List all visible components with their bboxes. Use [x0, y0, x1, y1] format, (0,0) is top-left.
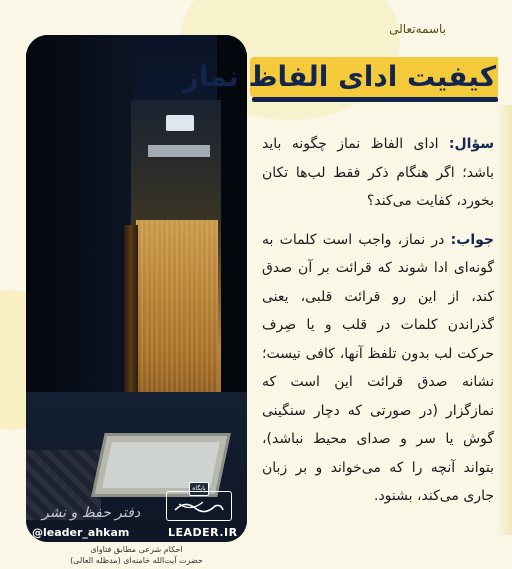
answer-label: جواب: [450, 231, 494, 248]
prayer-rug [91, 433, 231, 497]
question-paragraph [262, 130, 494, 216]
photo-light-ledge [148, 145, 210, 157]
question-text: ادای الفاظ نماز چگونه باید باشد؛ اگر هنگام ذکر فقط لب‌ها تکان بخورد، کفایت می‌کند؟ [262, 136, 494, 209]
caption-line-1: احکام شرعی مطابق فتاوای [90, 545, 183, 554]
qa-content [262, 130, 494, 521]
watermark-name: دفتر حفظ و نشر [41, 505, 141, 521]
answer-paragraph [262, 226, 494, 511]
caption-line-2: حضرت آیت‌الله خامنه‌ای (مدظله العالی) [70, 556, 203, 565]
page-title: کیفیت ادای الفاظ نماز [182, 60, 496, 93]
title-underline [252, 97, 498, 102]
question-label: سؤال: [448, 136, 494, 152]
logo-seal: پایگاه [189, 482, 209, 496]
site-logo-text: LEADER.IR [168, 526, 238, 539]
mihrab-photo [26, 35, 247, 542]
edge-shade [496, 105, 512, 535]
watermark-handle: @leader_ahkam [32, 526, 130, 539]
answer-text: در نماز، واجب است کلمات به گونه‌ای ادا شوند که قرائت بر آن صدق کند، از این رو قرائت قلبی، یعنی گذراندن کلمات در قلب و یا صِرف حرکت لب بدون تلفظ آنها، کافی نیست؛ نشانه صدق قرائت این است که نمازگزار (در صورتی که دچار سنگینی گوش یا سر و صدای محیط نباشد)، بتواند آنچه را که می‌خواند و بر زبان جاری می‌کند، بشنود. [262, 231, 494, 504]
office-logo-icon [166, 491, 232, 521]
bismillah-text: باسمه‌تعالی [389, 22, 446, 36]
photo-light-window [166, 115, 194, 131]
photo-caption [26, 544, 247, 566]
